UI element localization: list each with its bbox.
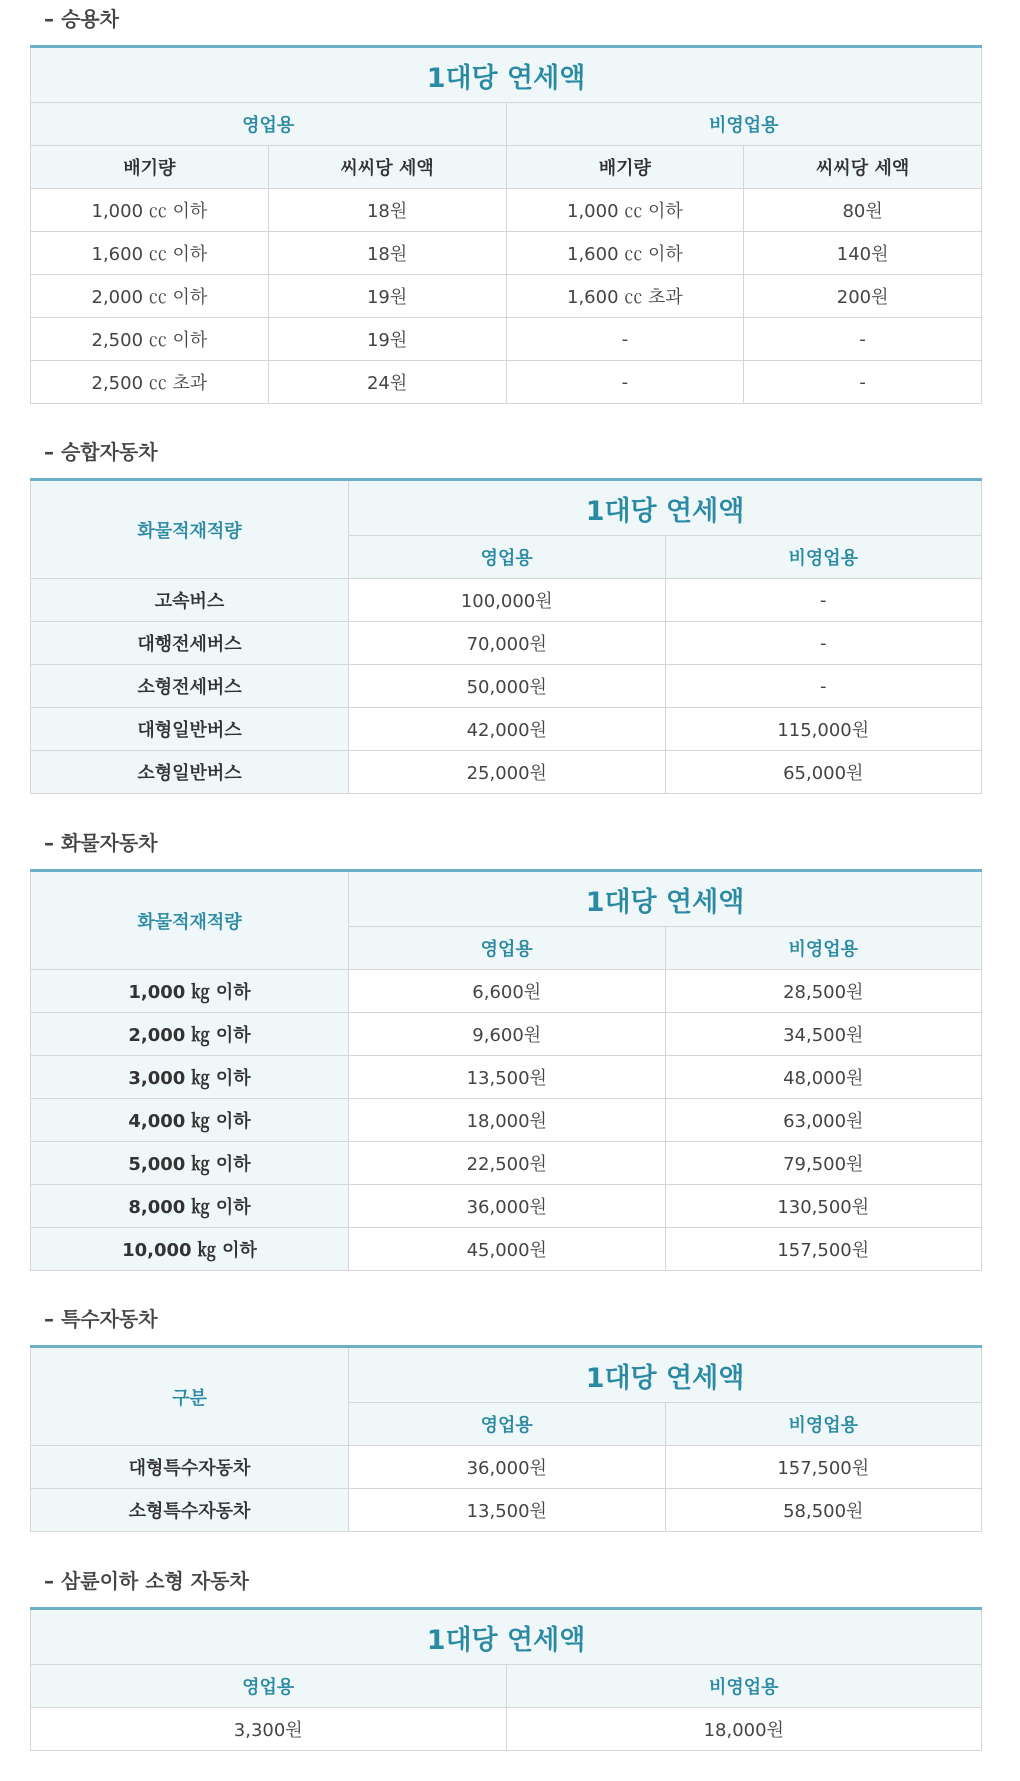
table-row	[31, 1446, 982, 1489]
table-cell: 1,000 ㏄ 이하	[506, 189, 744, 232]
table-row	[31, 970, 982, 1013]
section-title-special: – 특수자동차	[44, 1307, 158, 1331]
table-cell: 200원	[744, 275, 982, 318]
table-cell: 18,000원	[349, 1099, 666, 1142]
table-cell: 100,000원	[349, 579, 666, 622]
table-cell: 48,000원	[665, 1056, 982, 1099]
table-row	[31, 275, 982, 318]
row-label: 8,000 ㎏ 이하	[31, 1185, 349, 1228]
table-cell: 1,000 ㏄ 이하	[31, 189, 269, 232]
small-tax-table	[30, 1607, 982, 1751]
table-cell: -	[506, 318, 744, 361]
truck-tax-table	[30, 869, 982, 1271]
table-cell: -	[665, 665, 982, 708]
table-cell: 18원	[268, 232, 506, 275]
table-cell: 6,600원	[349, 970, 666, 1013]
table-row	[31, 189, 982, 232]
row-label: 1,000 ㎏ 이하	[31, 970, 349, 1013]
row-label: 대형일반버스	[31, 708, 349, 751]
table-cell: 9,600원	[349, 1013, 666, 1056]
table-cell: 58,500원	[665, 1489, 982, 1532]
section-title-passenger: – 승용차	[44, 7, 119, 31]
table-cell: 36,000원	[349, 1446, 666, 1489]
table-cell: 19원	[268, 275, 506, 318]
section-title-truck: – 화물자동차	[44, 831, 158, 855]
row-label: 고속버스	[31, 579, 349, 622]
table-cell: 18,000원	[506, 1708, 982, 1751]
table-cell: 65,000원	[665, 751, 982, 794]
table-cell: 42,000원	[349, 708, 666, 751]
table-cell: 50,000원	[349, 665, 666, 708]
col-header-displacement: 배기량	[506, 146, 744, 189]
table-cell: 157,500원	[665, 1228, 982, 1271]
col-header-displacement: 배기량	[31, 146, 269, 189]
table-cell: 70,000원	[349, 622, 666, 665]
table-row	[31, 232, 982, 275]
table-row	[31, 361, 982, 404]
table-cell: 24원	[268, 361, 506, 404]
row-label: 소형전세버스	[31, 665, 349, 708]
annual-tax-header: 1대당 연세액	[349, 480, 982, 536]
table-cell: 45,000원	[349, 1228, 666, 1271]
annual-tax-header: 1대당 연세액	[349, 871, 982, 927]
table-row	[31, 318, 982, 361]
table-cell: 2,500 ㏄ 이하	[31, 318, 269, 361]
table-cell: 140원	[744, 232, 982, 275]
row-header-label: 화물적재적량	[31, 871, 349, 970]
table-cell: 13,500원	[349, 1489, 666, 1532]
annual-tax-header: 1대당 연세액	[31, 1609, 982, 1665]
table-cell: 28,500원	[665, 970, 982, 1013]
table-cell: 115,000원	[665, 708, 982, 751]
table-cell: 130,500원	[665, 1185, 982, 1228]
group-header-non-business: 비영업용	[665, 536, 982, 579]
table-cell: -	[744, 361, 982, 404]
table-cell: -	[665, 579, 982, 622]
table-row	[31, 1708, 982, 1751]
section-title-bus: – 승합자동차	[44, 440, 158, 464]
table-cell: 25,000원	[349, 751, 666, 794]
table-cell: 79,500원	[665, 1142, 982, 1185]
group-header-business: 영업용	[31, 103, 507, 146]
table-cell: -	[665, 622, 982, 665]
table-row	[31, 1099, 982, 1142]
table-row	[31, 622, 982, 665]
table-row	[31, 665, 982, 708]
table-cell: 157,500원	[665, 1446, 982, 1489]
table-cell: 2,000 ㏄ 이하	[31, 275, 269, 318]
table-row	[31, 1185, 982, 1228]
row-label: 소형일반버스	[31, 751, 349, 794]
row-label: 대형특수자동차	[31, 1446, 349, 1489]
table-cell: 80원	[744, 189, 982, 232]
row-label: 소형특수자동차	[31, 1489, 349, 1532]
group-header-business: 영업용	[349, 536, 666, 579]
col-header-tax-per-cc: 씨씨당 세액	[268, 146, 506, 189]
table-cell: 1,600 ㏄ 이하	[31, 232, 269, 275]
table-cell: 1,600 ㏄ 이하	[506, 232, 744, 275]
row-header-label: 화물적재적량	[31, 480, 349, 579]
group-header-non-business: 비영업용	[506, 1665, 982, 1708]
group-header-business: 영업용	[31, 1665, 507, 1708]
annual-tax-header: 1대당 연세액	[349, 1347, 982, 1403]
table-cell: 19원	[268, 318, 506, 361]
bus-tax-table	[30, 478, 982, 794]
col-header-tax-per-cc: 씨씨당 세액	[744, 146, 982, 189]
special-tax-table	[30, 1345, 982, 1532]
row-label: 5,000 ㎏ 이하	[31, 1142, 349, 1185]
group-header-non-business: 비영업용	[665, 1403, 982, 1446]
table-cell: -	[744, 318, 982, 361]
row-label: 4,000 ㎏ 이하	[31, 1099, 349, 1142]
table-row	[31, 1013, 982, 1056]
row-header-label: 구분	[31, 1347, 349, 1446]
row-label: 3,000 ㎏ 이하	[31, 1056, 349, 1099]
row-label: 10,000 ㎏ 이하	[31, 1228, 349, 1271]
table-row	[31, 708, 982, 751]
table-cell: -	[506, 361, 744, 404]
group-header-non-business: 비영업용	[506, 103, 982, 146]
table-row	[31, 1489, 982, 1532]
passenger-tax-table	[30, 45, 982, 404]
annual-tax-header: 1대당 연세액	[31, 47, 982, 103]
group-header-business: 영업용	[349, 1403, 666, 1446]
table-row	[31, 1056, 982, 1099]
group-header-non-business: 비영업용	[665, 927, 982, 970]
table-row	[31, 1142, 982, 1185]
row-label: 2,000 ㎏ 이하	[31, 1013, 349, 1056]
table-cell: 36,000원	[349, 1185, 666, 1228]
table-cell: 1,600 ㏄ 초과	[506, 275, 744, 318]
table-row	[31, 751, 982, 794]
table-row	[31, 1228, 982, 1271]
table-row	[31, 579, 982, 622]
table-cell: 13,500원	[349, 1056, 666, 1099]
table-cell: 2,500 ㏄ 초과	[31, 361, 269, 404]
table-cell: 22,500원	[349, 1142, 666, 1185]
table-cell: 34,500원	[665, 1013, 982, 1056]
table-cell: 63,000원	[665, 1099, 982, 1142]
group-header-business: 영업용	[349, 927, 666, 970]
row-label: 대행전세버스	[31, 622, 349, 665]
table-cell: 18원	[268, 189, 506, 232]
table-cell: 3,300원	[31, 1708, 507, 1751]
section-title-small: – 삼륜이하 소형 자동차	[44, 1569, 249, 1593]
